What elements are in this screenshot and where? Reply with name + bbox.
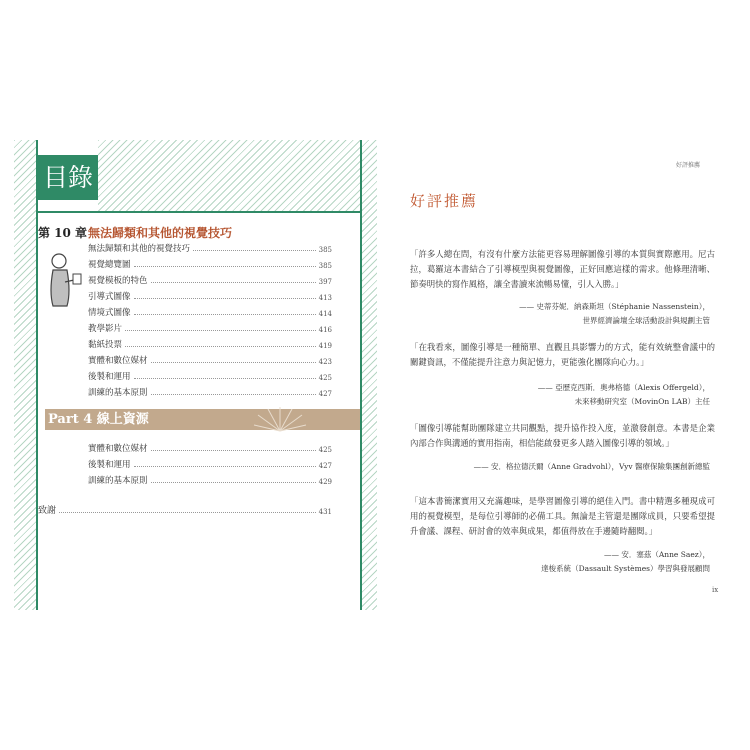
leader-dots bbox=[151, 450, 316, 451]
toc-entry-label: 視覺總覽圖 bbox=[88, 260, 131, 270]
toc-entry-label: 教學影片 bbox=[88, 324, 123, 334]
attribution-line: 世界經濟論壇全球活動設計與規劃主管 bbox=[582, 316, 710, 325]
quote-attribution bbox=[390, 548, 710, 576]
quote-attribution bbox=[390, 460, 710, 474]
endorsement-quote: 「圖像引導能幫助團隊建立共同觀點，提升協作投入度，並激發創意。本書是企業內部合作與溝通的實用指南，相信能啟發更多人踏入圖像引導的領域。」 bbox=[410, 423, 715, 448]
toc-entry-page: 427 bbox=[318, 390, 332, 398]
toc-entry[interactable] bbox=[88, 336, 332, 350]
toc-entry[interactable] bbox=[88, 384, 332, 398]
part-title: Part 4 線上資源 bbox=[48, 412, 149, 427]
attribution-line: —— 亞歷克西斯．奧弗格德（Alexis Offergeld）， bbox=[537, 383, 710, 392]
toc-entry-page: 416 bbox=[318, 326, 332, 334]
quote-attribution bbox=[390, 300, 710, 328]
toc-entry-acknowledgement[interactable] bbox=[38, 502, 332, 516]
toc-entry-page: 419 bbox=[318, 342, 332, 350]
attribution-line: 達梭系統（Dassault Systèmes）學習與發展顧問 bbox=[541, 564, 710, 573]
leader-dots bbox=[134, 266, 316, 267]
toc-entry-label: 黏紙投票 bbox=[88, 340, 123, 350]
toc-entry[interactable] bbox=[88, 320, 332, 334]
toc-entry[interactable] bbox=[88, 472, 332, 486]
toc-entry-label: 訓練的基本原則 bbox=[88, 476, 148, 486]
leader-dots bbox=[151, 482, 316, 483]
toc-entry[interactable] bbox=[88, 272, 332, 286]
leader-dots bbox=[151, 362, 316, 363]
toc-entry-page: 431 bbox=[318, 508, 332, 516]
toc-entry-label: 視覺模板的特色 bbox=[88, 276, 148, 286]
leader-dots bbox=[151, 282, 316, 283]
decorative-stripe bbox=[361, 140, 377, 610]
presenter-figure-icon bbox=[47, 252, 83, 310]
toc-entry-page: 414 bbox=[318, 310, 332, 318]
toc-entry-page: 425 bbox=[318, 374, 332, 382]
chapter-number: 第 10 章 bbox=[38, 226, 88, 240]
decorative-stripe bbox=[98, 140, 377, 212]
toc-entry[interactable] bbox=[88, 256, 332, 270]
toc-entry-label: 實體和數位媒材 bbox=[88, 356, 148, 366]
toc-entry[interactable] bbox=[88, 456, 332, 470]
toc-entry-label: 引導式圖像 bbox=[88, 292, 131, 302]
toc-entry-label: 後製和運用 bbox=[88, 460, 131, 470]
endorsement-quote: 「在我看來，圖像引導是一種簡單、直觀且具影響力的方式，能有效統整會議中的關鍵資訊，不僅能提升注意力與記憶力，更能強化團隊向心力。」 bbox=[410, 342, 715, 367]
leader-dots bbox=[125, 330, 316, 331]
leader-dots bbox=[151, 394, 316, 395]
attribution-line: 未來移動研究室（MovinOn LAB）主任 bbox=[574, 397, 710, 406]
leader-dots bbox=[193, 250, 316, 251]
toc-entry[interactable] bbox=[88, 368, 332, 382]
toc-entry[interactable] bbox=[88, 240, 332, 254]
toc-heading: 目錄 bbox=[38, 155, 98, 200]
leader-dots bbox=[134, 466, 316, 467]
toc-entry[interactable] bbox=[88, 440, 332, 454]
endorsement-quote: 「這本書簡潔實用又充滿趣味，是學習圖像引導的絕佳入門。書中精選多種現成可用的視覺模型，是每位引導師的必備工具。無論是主管還是團隊成員，只要希望提升會議、課程、研討會的效率與成果，都值得放在手邊隨時翻閱。」 bbox=[410, 496, 715, 536]
toc-entry-label: 實體和數位媒材 bbox=[88, 444, 148, 454]
attribution-line: —— 史蒂芬妮．納森斯坦（Stéphanie Nassenstein）， bbox=[519, 302, 710, 311]
toc-entry-page: 385 bbox=[318, 246, 332, 254]
toc-entry[interactable] bbox=[88, 304, 332, 318]
page-title: 好評推薦 bbox=[410, 192, 479, 210]
toc-entry-page: 427 bbox=[318, 462, 332, 470]
attribution-line: —— 安．格拉德沃爾（Anne Gradvohl），Vyv 醫療保險集團創新總監 bbox=[473, 462, 710, 471]
decorative-stripe bbox=[14, 140, 37, 610]
toc-entry-page: 429 bbox=[318, 478, 332, 486]
toc-entry-page: 413 bbox=[318, 294, 332, 302]
sparkle-icon bbox=[250, 403, 310, 435]
attribution-line: —— 安．塞茲（Anne Saez）， bbox=[603, 550, 710, 559]
toc-entry[interactable] bbox=[88, 288, 332, 302]
chapter-title: 無法歸類和其他的視覺技巧 bbox=[88, 226, 233, 240]
toc-entry-label: 情境式圖像 bbox=[88, 308, 131, 318]
endorsement-quote: 「許多人總在問，有沒有什麼方法能更容易理解圖像引導的本質與實際應用。尼古拉，葛羅這本書結合了引導模型與視覺圖像，正好回應這樣的需求。他條理清晰、節奏明快的寫作風格，讓全書讀來流暢易懂，引人入勝。」 bbox=[410, 249, 715, 289]
leader-dots bbox=[134, 314, 316, 315]
toc-entry-label: 致謝 bbox=[38, 506, 57, 516]
quote-attribution bbox=[390, 381, 710, 409]
running-head: 好評推薦 bbox=[676, 162, 701, 169]
toc-entry-page: 397 bbox=[318, 278, 332, 286]
toc-entry-page: 423 bbox=[318, 358, 332, 366]
leader-dots bbox=[59, 512, 316, 513]
toc-entry[interactable] bbox=[88, 352, 332, 366]
toc-entry-page: 385 bbox=[318, 262, 332, 270]
leader-dots bbox=[134, 298, 316, 299]
leader-dots bbox=[134, 378, 316, 379]
toc-entry-label: 後製和運用 bbox=[88, 372, 131, 382]
border-line bbox=[36, 211, 362, 213]
toc-entry-label: 訓練的基本原則 bbox=[88, 388, 148, 398]
leader-dots bbox=[125, 346, 316, 347]
toc-entry-page: 425 bbox=[318, 446, 332, 454]
toc-entry-label: 無法歸類和其他的視覺技巧 bbox=[88, 244, 191, 254]
page-number: ix bbox=[712, 586, 719, 594]
